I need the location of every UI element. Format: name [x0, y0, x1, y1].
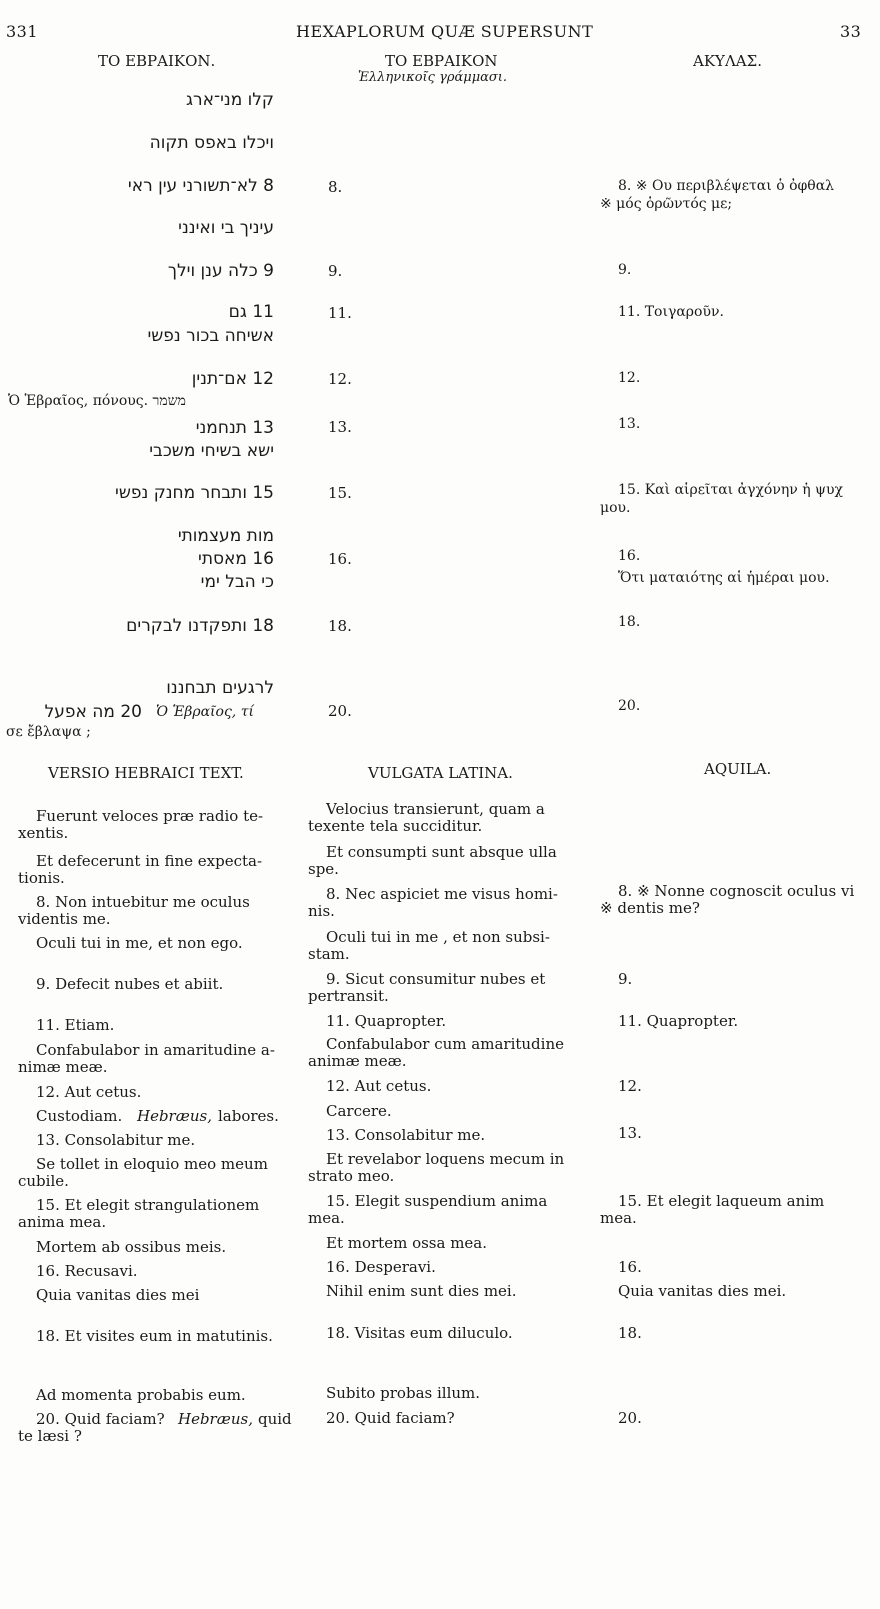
hebrew-annotation: σε ἔβλαψα ;: [6, 724, 91, 740]
verse-number: 12.: [328, 370, 352, 388]
versio-line: Ad momenta probabis eum.: [36, 1386, 246, 1404]
hebrew-line: מות מעצמותי: [177, 526, 274, 546]
aquila-greek-line: 13.: [618, 416, 641, 432]
col-head-hebrew: ΤΟ ΕΒΡΑΙΚΟΝ.: [98, 52, 216, 70]
hebrew-line: 16 מאסתי: [198, 549, 274, 569]
verse-number: 20.: [328, 702, 352, 720]
versio-line-part: Hebræus,: [137, 1107, 212, 1125]
aquila-greek-line: Ὅτι ματαιότης αἱ ἡμέραι μου.: [618, 570, 830, 586]
versio-line: videntis me.: [18, 910, 111, 928]
aquila-latin-line: 15. Et elegit laqueum anim: [618, 1192, 825, 1210]
hebrew-line: כי הבל ימי: [200, 572, 274, 592]
aquila-latin-line: 13.: [618, 1124, 642, 1142]
hebrew-line: קלו מני־ארג: [185, 90, 274, 110]
verse-number: 9.: [328, 262, 343, 280]
vulgata-line: nis.: [308, 902, 335, 920]
verse-number: 13.: [328, 418, 352, 436]
versio-line: tionis.: [18, 869, 65, 887]
col-head-greek-letters-sub: Ἑλληνικοῖς γράμμασι.: [358, 70, 508, 85]
aquila-greek-line: 12.: [618, 370, 641, 386]
hebrew-line: 12 אם־תנין: [191, 369, 274, 389]
verse-number: 18.: [328, 617, 352, 635]
aquila-greek-line: 9.: [618, 262, 632, 278]
versio-line: 18. Et visites eum in matutinis.: [36, 1327, 273, 1345]
versio-line: Se tollet in eloquio meo meum: [36, 1155, 268, 1173]
hebrew-line: ישא בשיחי משכבי: [149, 441, 274, 461]
verse-number: 16.: [328, 550, 352, 568]
aquila-latin-line: 20.: [618, 1409, 642, 1427]
vulgata-line: 11. Quapropter.: [326, 1012, 447, 1030]
col-head-aquila-greek: ΑΚΥΛΑΣ.: [693, 52, 762, 70]
vulgata-line: 20. Quid faciam?: [326, 1409, 455, 1427]
versio-line: 8. Non intuebitur me oculus: [36, 893, 250, 911]
vulgata-line: mea.: [308, 1209, 345, 1227]
hebrew-line: 8 לא־תשורני עין ראי: [127, 176, 274, 196]
vulgata-line: 16. Desperavi.: [326, 1258, 436, 1276]
col-head-greek-letters: ΤΟ ΕΒΡΑΙΚΟΝ: [385, 52, 498, 70]
page-number-right: 33: [840, 22, 862, 41]
vulgata-line: Velocius transierunt, quam a: [326, 800, 545, 818]
running-title: HEXAPLORUM QUÆ SUPERSUNT: [296, 22, 594, 41]
vulgata-line: Et mortem ossa mea.: [326, 1234, 488, 1252]
versio-line: anima mea.: [18, 1213, 107, 1231]
versio-line-part: Custodiam.: [36, 1107, 123, 1125]
aquila-greek-line: 20.: [618, 698, 641, 714]
verse-number: 11.: [328, 304, 352, 322]
col-head-vulgata: VULGATA LATINA.: [368, 764, 513, 782]
hebrew-line: 11 גם: [228, 302, 274, 322]
page-number-left: 331: [6, 22, 39, 41]
vulgata-line: 13. Consolabitur me.: [326, 1126, 486, 1144]
versio-line: Fuerunt veloces præ radio te-: [36, 807, 264, 825]
hebrew-line: ויכלו באפס תקוה: [149, 133, 274, 153]
aquila-latin-line: Quia vanitas dies mei.: [618, 1282, 787, 1300]
aquila-greek-line: ※ μός ὁρῶντός με;: [600, 196, 733, 212]
aquila-greek-line: μου.: [600, 500, 631, 516]
vulgata-line: 8. Nec aspiciet me visus homi-: [326, 885, 558, 903]
vulgata-line: stam.: [308, 945, 350, 963]
vulgata-line: Subito probas illum.: [326, 1384, 481, 1402]
hebrew-line: אשיחה בכור נפשי: [147, 326, 274, 346]
versio-line: nimæ meæ.: [18, 1058, 108, 1076]
versio-line: 9. Defecit nubes et abiit.: [36, 975, 224, 993]
vulgata-line: 9. Sicut consumitur nubes et: [326, 970, 546, 988]
vulgata-line: Nihil enim sunt dies mei.: [326, 1282, 517, 1300]
versio-line-part: labores.: [218, 1107, 279, 1125]
col-head-versio: VERSIO HEBRAICI TEXT.: [48, 764, 244, 782]
hebrew-line: 15 ותבחר מחנק נפשי: [115, 483, 274, 503]
hebrew-annotation: Ὁ Ἑβραῖος, πόνους. משמר: [8, 393, 186, 409]
versio-line: Mortem ab ossibus meis.: [36, 1238, 227, 1256]
vulgata-line: 15. Elegit suspendium anima: [326, 1192, 548, 1210]
hebrew-line: 20 מה אפעל: [44, 702, 142, 722]
versio-line-part: Hebræus,: [178, 1410, 253, 1428]
aquila-latin-line: 12.: [618, 1077, 642, 1095]
aquila-greek-line: 18.: [618, 614, 641, 630]
vulgata-line: texente tela succiditur.: [308, 817, 483, 835]
versio-line: xentis.: [18, 824, 69, 842]
versio-line: te læsi ?: [18, 1427, 82, 1445]
verse-number: 15.: [328, 484, 352, 502]
hebrew-annotation: Ὁ Ἑβραῖος, τί: [156, 704, 254, 720]
hebrew-line: עיניך בי ואינני: [178, 218, 274, 238]
aquila-latin-line: 18.: [618, 1324, 642, 1342]
versio-line: Oculi tui in me, et non ego.: [36, 934, 243, 952]
versio-line: cubile.: [18, 1172, 69, 1190]
versio-line-part: quid: [258, 1410, 292, 1428]
hebrew-line: 9 כלה ענן וילך: [167, 261, 274, 281]
vulgata-line: spe.: [308, 860, 339, 878]
versio-line: Quia vanitas dies mei: [36, 1286, 200, 1304]
hebrew-line: 13 תנחמני: [195, 418, 274, 438]
vulgata-line: Oculi tui in me , et non subsi-: [326, 928, 550, 946]
aquila-latin-line: 16.: [618, 1258, 642, 1276]
versio-line: 11. Etiam.: [36, 1016, 115, 1034]
versio-line: 15. Et elegit strangulationem: [36, 1196, 260, 1214]
versio-line: 12. Aut cetus.: [36, 1083, 142, 1101]
aquila-latin-line: 11. Quapropter.: [618, 1012, 739, 1030]
aquila-latin-line: 8. ※ Nonne cognoscit oculus vi: [618, 882, 855, 900]
vulgata-line: pertransit.: [308, 987, 389, 1005]
aquila-greek-line: 16.: [618, 548, 641, 564]
versio-line: Confabulabor in amaritudine a-: [36, 1041, 275, 1059]
vulgata-line: Et revelabor loquens mecum in: [326, 1150, 565, 1168]
vulgata-line: Confabulabor cum amaritudine: [326, 1035, 564, 1053]
vulgata-line: strato meo.: [308, 1167, 395, 1185]
vulgata-line: animæ meæ.: [308, 1052, 407, 1070]
vulgata-line: Carcere.: [326, 1102, 392, 1120]
vulgata-line: 18. Visitas eum diluculo.: [326, 1324, 513, 1342]
aquila-greek-line: 8. ※ Ου περιβλέψεται ὁ ὀφθαλ: [618, 178, 835, 194]
versio-line: Et defecerunt in fine expecta-: [36, 852, 263, 870]
hebrew-line: 18 ותפקדנו לבקרים: [126, 616, 274, 636]
versio-line: 13. Consolabitur me.: [36, 1131, 196, 1149]
aquila-latin-line: mea.: [600, 1209, 637, 1227]
versio-line: 16. Recusavi.: [36, 1262, 138, 1280]
verse-number: 8.: [328, 178, 343, 196]
versio-line-part: 20. Quid faciam?: [36, 1410, 165, 1428]
col-head-aquila-latin: AQUILA.: [704, 760, 772, 778]
aquila-latin-line: 9.: [618, 970, 633, 988]
hebrew-line: לרגעים תבחננו: [166, 678, 274, 698]
vulgata-line: 12. Aut cetus.: [326, 1077, 432, 1095]
vulgata-line: Et consumpti sunt absque ulla: [326, 843, 557, 861]
aquila-latin-line: ※ dentis me?: [600, 899, 700, 917]
aquila-greek-line: 15. Καὶ αἱρεῖται ἀγχόνην ἡ ψυχ: [618, 482, 844, 498]
aquila-greek-line: 11. Τοιγαροῦν.: [618, 304, 724, 320]
